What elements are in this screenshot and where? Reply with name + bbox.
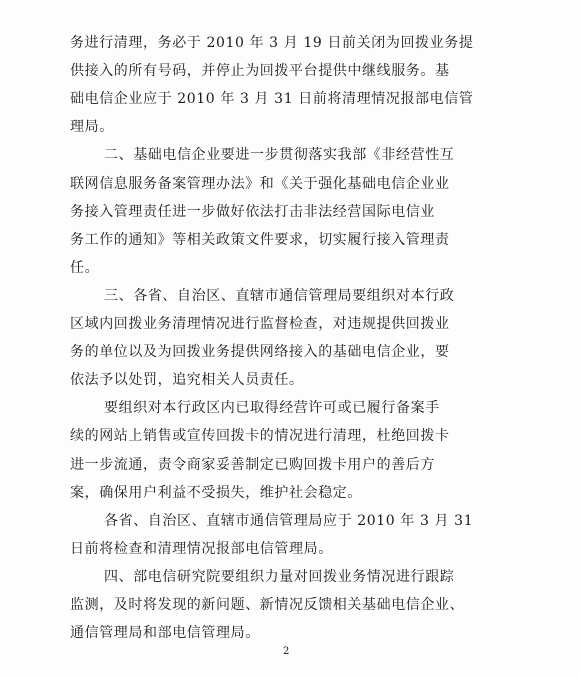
text-line: 础电信企业应于 2010 年 3 月 31 日前将清理情况报部电信管	[70, 91, 474, 108]
text-line: 三、各省、自治区、直辖市通信管理局要组织对本行政	[104, 287, 455, 304]
text-line: 务进行清理，务必于 2010 年 3 月 19 日前关闭为回拨业务提	[70, 35, 474, 51]
text-line: 理局。	[70, 119, 114, 136]
text-line: 通信管理局和部电信管理局。	[70, 625, 260, 642]
text-line: 续的网站上销售或宣传回拨卡的情况进行清理，杜绝回拨卡	[70, 428, 450, 445]
text-line: 务的单位以及为回拨业务提供网络接入的基础电信企业，要	[70, 344, 450, 361]
text-line: 供接入的所有号码，并停止为回拨平台提供中继线服务。基	[70, 63, 450, 80]
text-line: 二、基础电信企业要进一步贯彻落实我部《非经营性互	[104, 147, 455, 164]
text-line: 监测，及时将发现的新问题、新情况反馈相关基础电信企业、	[70, 597, 465, 613]
text-line: 务接入管理责任进一步做好依法打击非法经营国际电信业	[70, 203, 435, 220]
text-line: 务工作的通知》等相关政策文件要求，切实履行接入管理责	[70, 231, 450, 248]
text-line: 联网信息服务备案管理办法》和《关于强化基础电信企业业	[70, 175, 450, 192]
page-number: 2	[283, 646, 290, 657]
text-line: 四、部电信研究院要组织力量对回拨业务情况进行跟踪	[104, 568, 455, 585]
text-line: 要组织对本行政区内已取得经营许可或已履行备案手	[104, 400, 440, 417]
text-line: 任。	[70, 259, 100, 276]
text-line: 进一步流通，责令商家妥善制定已购回拨卡用户的善后方	[70, 456, 435, 473]
text-line: 依法予以处罚，追究相关人员责任。	[70, 372, 304, 389]
text-line: 案，确保用户利益不受损失，维护社会稳定。	[70, 484, 362, 501]
text-line: 各省、自治区、直辖市通信管理局应于 2010 年 3 月 31	[104, 512, 474, 529]
text-line: 区域内回拨业务清理情况进行监督检查，对违规提供回拨业	[70, 316, 450, 332]
text-line: 日前将检查和清理情况报部电信管理局。	[70, 540, 333, 557]
